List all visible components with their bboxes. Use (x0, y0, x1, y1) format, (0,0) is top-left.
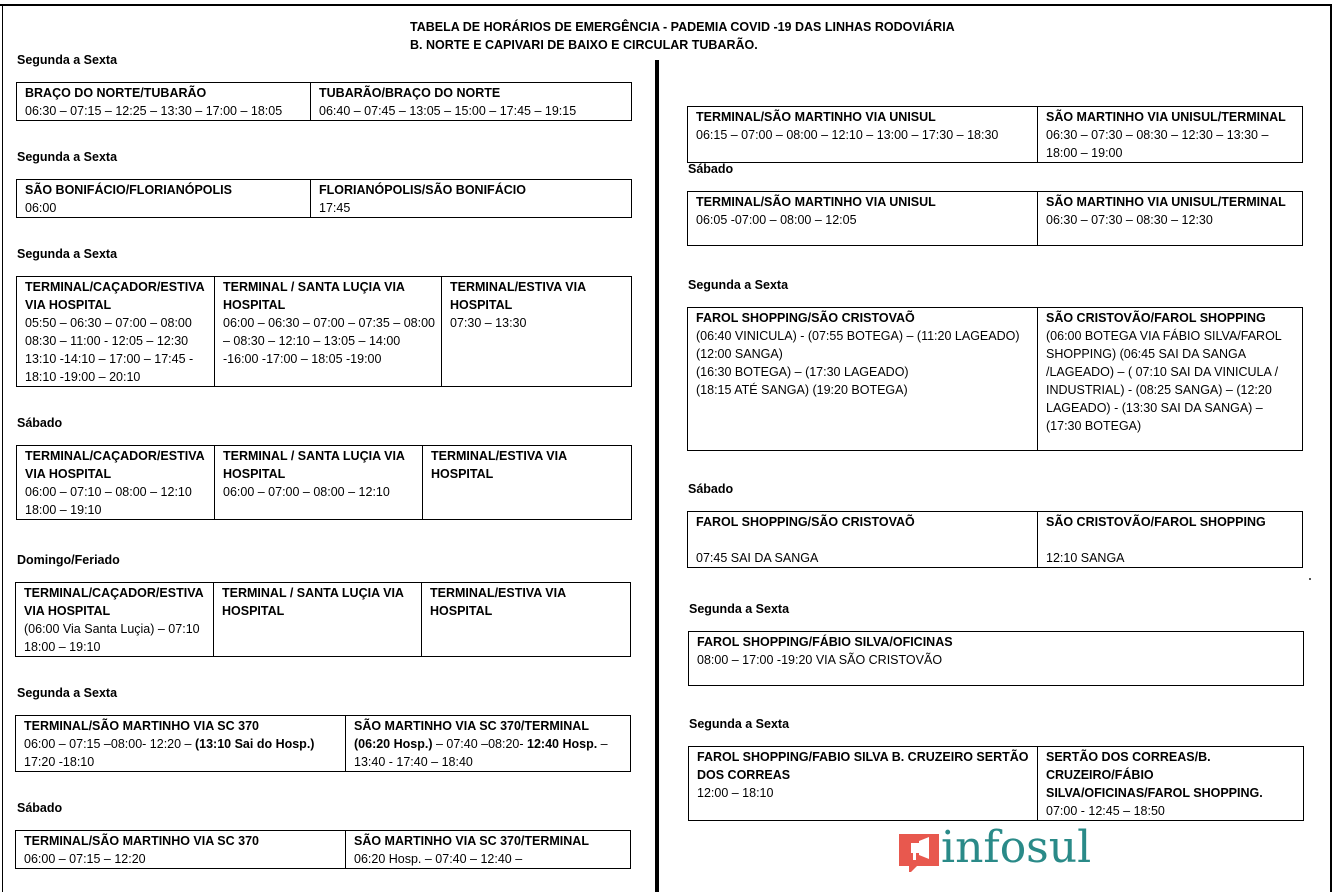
schedule-table (688, 631, 1304, 686)
section-label: Segunda a Sexta (689, 717, 790, 731)
route-times: 07:30 – 13:30 (450, 316, 527, 330)
route-header: TERMINAL/SÃO MARTINHO VIA SC 370 (24, 834, 259, 848)
table-cell (423, 446, 632, 520)
table-cell (1038, 107, 1303, 163)
title-line-2: B. NORTE E CAPIVARI DE BAIXO E CIRCULAR TUBARÃO. (410, 38, 758, 52)
route-times: 06:00 – 07:00 – 08:00 – 12:10 (223, 485, 390, 499)
route-times-bold: 12:40 Hosp. (527, 737, 598, 751)
route-header: BRAÇO DO NORTE/TUBARÃO (25, 86, 207, 100)
route-times: (18:15 ATÉ SANGA) (19:20 BOTEGA) (696, 383, 908, 397)
route-header: SÃO MARTINHO VIA SC 370/TERMINAL (354, 834, 589, 848)
table-cell (688, 107, 1038, 163)
route-header: TERMINAL/SÃO MARTINHO VIA UNISUL (696, 110, 936, 124)
table-cell (442, 277, 632, 387)
route-header: SÃO BONIFÁCIO/FLORIANÓPOLIS (25, 183, 232, 197)
route-header: TERMINAL/CAÇADOR/ESTIVA VIA HOSPITAL (24, 586, 204, 618)
route-header: TERMINAL/ESTIVA VIA HOSPITAL (430, 586, 566, 618)
section-label: Segunda a Sexta (689, 602, 790, 616)
table-cell (346, 831, 631, 869)
table-cell (1038, 192, 1303, 246)
route-header: SÃO MARTINHO VIA UNISUL/TERMINAL (1046, 110, 1286, 124)
route-times: 06:15 – 07:00 – 08:00 – 12:10 – 13:00 – 17:30 – 18:30 (696, 128, 999, 142)
route-times: (06:00 Via Santa Luçia) – 07:10 18:00 – 19:10 (24, 622, 200, 654)
table-cell (1038, 512, 1303, 568)
section-label: Sábado (17, 416, 63, 430)
schedule-table (16, 445, 632, 520)
route-header: FAROL SHOPPING/SÃO CRISTOVAÕ (696, 515, 915, 529)
route-header: TERMINAL / SANTA LUÇIA VIA HOSPITAL (223, 449, 405, 481)
route-times: 17:45 (319, 201, 351, 215)
table-cell (1038, 308, 1303, 451)
table-cell (16, 831, 346, 869)
route-times: 06:30 – 07:30 – 08:30 – 12:30 – 13:30 – 18:00 – 19:00 (1046, 128, 1269, 160)
table-cell (311, 83, 632, 121)
table-row (16, 831, 631, 869)
route-header: FAROL SHOPPING/SÃO CRISTOVAÕ (696, 311, 915, 325)
table-row (689, 747, 1304, 821)
route-times: 12:10 SANGA (1046, 551, 1125, 565)
table-cell (688, 192, 1038, 246)
route-times: (06:40 VINICULA) - (07:55 BOTEGA) – (11:20 LAGEADO) (696, 329, 1020, 343)
route-times: (12:00 SANGA) (696, 347, 783, 361)
table-cell (16, 716, 346, 772)
schedule-table (687, 307, 1303, 451)
route-times: 05:50 – 06:30 – 07:00 – 08:00 08:30 – 11:00 - 12:05 – 12:30 13:10 -14:10 – 17:00 – 17:45 - 18:10 -19:00 – 20:10 (25, 316, 194, 384)
section-label: Sábado (688, 482, 734, 496)
table-row (688, 512, 1303, 568)
route-times: 06:30 – 07:30 – 08:30 – 12:30 (1046, 213, 1213, 227)
route-times: 06:00 – 07:10 – 08:00 – 12:10 18:00 – 19:10 (25, 485, 192, 517)
table-row (17, 180, 632, 218)
route-times: 06:00 – 07:15 – 12:20 (24, 852, 146, 866)
route-times: (16:30 BOTEGA) – (17:30 LAGEADO) (696, 365, 909, 379)
table-cell (17, 83, 311, 121)
table-cell (422, 583, 631, 657)
route-times-bold: (13:10 Sai do Hosp.) (194, 737, 315, 751)
table-row (17, 83, 632, 121)
schedule-table (687, 511, 1303, 568)
route-header: FAROL SHOPPING/FÁBIO SILVA/OFICINAS (697, 635, 953, 649)
table-cell (17, 446, 215, 520)
schedule-table (688, 746, 1304, 821)
stray-mark (1309, 578, 1311, 580)
section-label: Sábado (17, 801, 63, 815)
document-title (410, 18, 955, 54)
schedule-table (687, 106, 1303, 163)
route-header: SÃO CRISTOVÃO/FAROL SHOPPING (1046, 515, 1266, 529)
schedule-table (15, 582, 631, 657)
table-cell (689, 747, 1038, 821)
route-times: 17:20 -18:10 (24, 755, 95, 769)
route-times: 06:00 – 06:30 – 07:00 – 07:35 – 08:00 – 08:30 – 12:10 – 13:05 – 14:00 -16:00 -17:00 – 18:05 -19:00 (223, 316, 435, 366)
route-header: TUBARÃO/BRAÇO DO NORTE (319, 86, 501, 100)
route-times-bold: (06:20 Hosp.) (354, 737, 433, 751)
table-cell (16, 583, 214, 657)
route-times: 12:00 – 18:10 (697, 786, 774, 800)
route-times: (06:00 BOTEGA VIA FÁBIO SILVA/FAROL SHOPPING) (06:45 SAI DA SANGA /LAGEADO) – ( 07:10 SAI DA VINICULA / INDUSTRIAL) - (08:25 SANGA) – (12:20 LAGEADO) - (13:30 SAI DA SANGA) – (17:30 BOTEGA) (1046, 329, 1282, 433)
title-line-1: TABELA DE HORÁRIOS DE EMERGÊNCIA - PADEMIA COVID -19 DAS LINHAS RODOVIÁRIA (410, 20, 955, 34)
schedule-table (15, 715, 631, 772)
table-cell (689, 632, 1304, 686)
route-times: – 07:40 –08:20- (432, 737, 528, 751)
table-cell (1038, 747, 1304, 821)
table-cell (688, 512, 1038, 568)
page-border-left (2, 4, 3, 892)
route-header: TERMINAL/CAÇADOR/ESTIVA VIA HOSPITAL (25, 449, 205, 481)
schedule-table (16, 276, 632, 387)
section-label: Segunda a Sexta (17, 686, 118, 700)
route-header: TERMINAL/ESTIVA VIA HOSPITAL (450, 280, 586, 312)
route-header: SÃO CRISTOVÃO/FAROL SHOPPING (1046, 311, 1266, 325)
table-row (688, 192, 1303, 246)
route-times: 07:00 - 12:45 – 18:50 (1046, 804, 1165, 818)
section-label: Sábado (688, 162, 734, 176)
table-cell (688, 308, 1038, 451)
table-cell (17, 180, 311, 218)
route-times: 06:20 Hosp. – 07:40 – 12:40 – (354, 852, 523, 866)
table-cell (17, 277, 215, 387)
route-header: SÃO MARTINHO VIA UNISUL/TERMINAL (1046, 195, 1286, 209)
table-row (16, 716, 631, 772)
table-row (688, 308, 1303, 451)
schedule-table (15, 830, 631, 869)
column-divider (655, 60, 659, 892)
table-row (689, 632, 1304, 686)
route-header: TERMINAL/CAÇADOR/ESTIVA VIA HOSPITAL (25, 280, 205, 312)
schedule-table (16, 179, 632, 218)
section-label: Segunda a Sexta (688, 278, 789, 292)
table-cell (214, 583, 422, 657)
route-times: 07:45 SAI DA SANGA (696, 551, 819, 565)
route-times: – 13:40 - 17:40 – 18:40 (354, 737, 608, 769)
table-row (17, 277, 632, 387)
section-label: Segunda a Sexta (17, 150, 118, 164)
table-row (688, 107, 1303, 163)
route-header: TERMINAL / SANTA LUÇIA VIA HOSPITAL (223, 280, 405, 312)
schedule-table (687, 191, 1303, 246)
route-header: FLORIANÓPOLIS/SÃO BONIFÁCIO (319, 183, 526, 197)
logo-text: infosul (941, 822, 1092, 873)
route-times: 06:00 (25, 201, 57, 215)
megaphone-icon (899, 832, 939, 872)
page-border-right (1330, 4, 1332, 892)
table-row (17, 446, 632, 520)
route-header: SÃO MARTINHO VIA SC 370/TERMINAL (354, 719, 589, 733)
table-cell (215, 446, 423, 520)
section-label: Segunda a Sexta (17, 53, 118, 67)
route-header: TERMINAL/ESTIVA VIA HOSPITAL (431, 449, 567, 481)
route-header: TERMINAL/SÃO MARTINHO VIA UNISUL (696, 195, 936, 209)
infosul-logo (899, 822, 1109, 878)
route-times: 06:00 – 07:15 –08:00- 12:20 – (24, 737, 195, 751)
table-cell (311, 180, 632, 218)
section-label: Domingo/Feriado (17, 553, 120, 567)
page-border-top (0, 4, 1332, 6)
route-header: SERTÃO DOS CORREAS/B. CRUZEIRO/FÁBIO SILVA/OFICINAS/FAROL SHOPPING. (1046, 750, 1263, 800)
route-times: 06:30 – 07:15 – 12:25 – 13:30 – 17:00 – 18:05 (25, 104, 283, 118)
route-times: 06:40 – 07:45 – 13:05 – 15:00 – 17:45 – 19:15 (319, 104, 577, 118)
route-header: TERMINAL/SÃO MARTINHO VIA SC 370 (24, 719, 259, 733)
table-row (16, 583, 631, 657)
table-cell (346, 716, 631, 772)
route-times: 08:00 – 17:00 -19:20 VIA SÃO CRISTOVÃO (697, 653, 943, 667)
table-cell (215, 277, 442, 387)
schedule-table (16, 82, 632, 121)
section-label: Segunda a Sexta (17, 247, 118, 261)
route-header: TERMINAL / SANTA LUÇIA VIA HOSPITAL (222, 586, 404, 618)
route-header: FAROL SHOPPING/FABIO SILVA B. CRUZEIRO SERTÃO DOS CORREAS (697, 750, 1029, 782)
route-times: 06:05 -07:00 – 08:00 – 12:05 (696, 213, 857, 227)
